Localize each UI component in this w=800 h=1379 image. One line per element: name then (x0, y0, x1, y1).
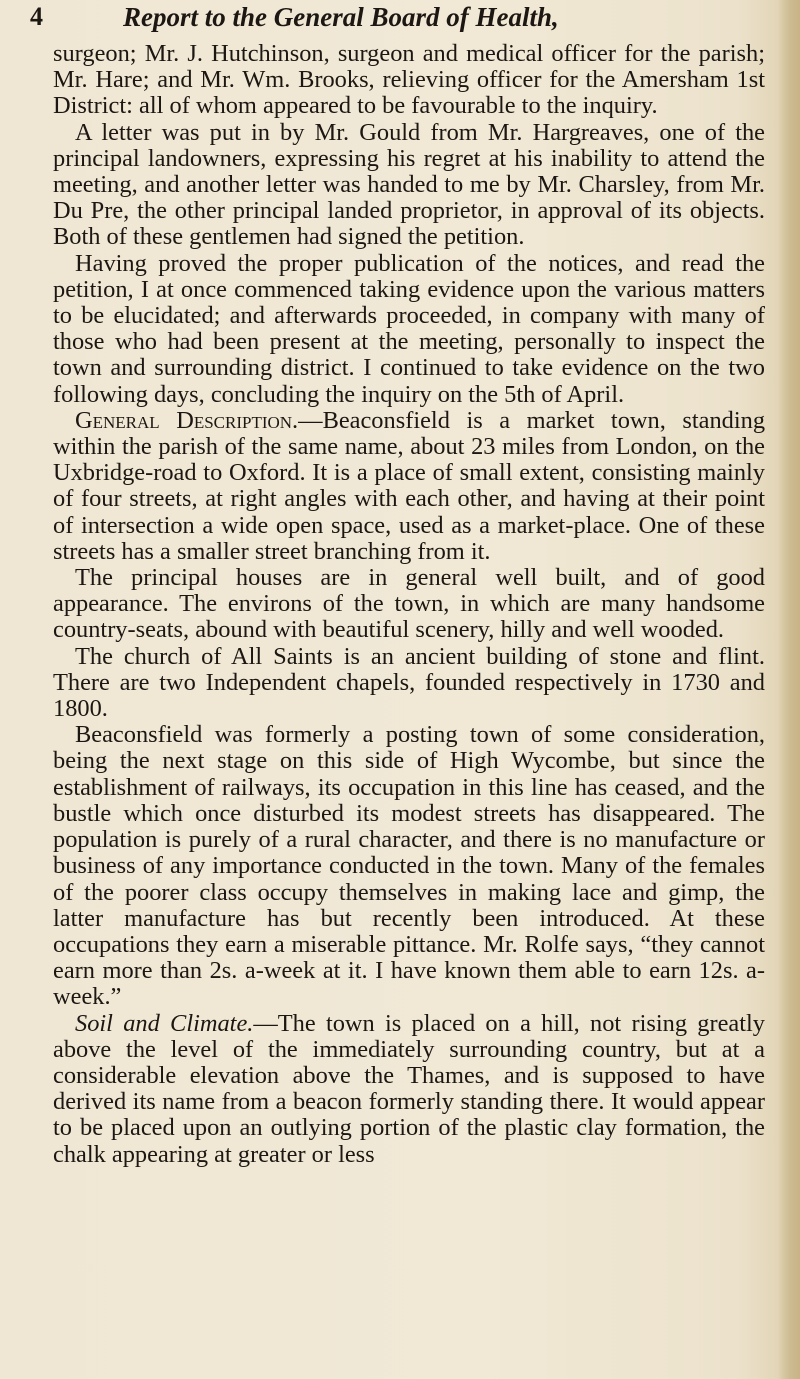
page-header (30, 2, 750, 42)
section-heading: General Description. (75, 406, 299, 434)
paragraph-text: —The town is placed on a hill, not rising greatly above the level of the immediately surrounding country, but at a considerable elevation above the Thames, and is supposed to have derived its name from a beacon formerly standing there. It would appear to be placed upon an outlying portion of the plastic clay formation, the chalk appearing at greater or less (53, 1009, 765, 1168)
page-edge-shadow (778, 0, 800, 1379)
paragraph-houses (53, 565, 765, 644)
section-heading: Soil and Climate. (75, 1009, 254, 1037)
paragraph-text: Beaconsfield was formerly a posting town of some consideration, being the next stage on this side of High Wycombe, but since the establishment of railways, its occupation in this line has ceased, and the bustle which once disturbed its modest streets has disappeared. The population is purely of a rural character, and there is no manufacture or business of any importance conducted in the town. Many of the females of the poorer class occupy themselves in making lace and gimp, the latter manufacture has but recently been introduced. At these occupations they earn a miserable pittance. Mr. Rolfe says, “they cannot earn more than 2s. a-week at it. I have known them able to earn 12s. a-week.” (53, 721, 765, 1011)
paragraph-text: surgeon; Mr. J. Hutchinson, surgeon and medical officer for the parish; Mr. Hare; and Mr. Wm. Brooks, relieving officer for the Amersham 1st District: all of whom appeared to be favourable to the inquiry. (53, 40, 765, 120)
paragraph-text: The principal houses are in general well built, and of good appearance. The environs of the town, in which are many handsome country-seats, abound with beautiful scenery, hilly and well wooded. (53, 564, 765, 644)
paragraph-text: A letter was put in by Mr. Gould from Mr. Hargreaves, one of the principal landowners, expressing his regret at his inability to attend the meeting, and another letter was handed to me by Mr. Charsley, from Mr. Du Pre, the other principal landed proprietor, in approval of its objects. Both of these gentlemen had signed the petition. (53, 118, 765, 251)
paragraph-posting-town (53, 722, 765, 1010)
paragraph-letters (53, 120, 765, 251)
paragraph-general-description (53, 408, 765, 565)
running-head: Report to the General Board of Health, (123, 2, 559, 32)
paragraph-text: —Beaconsfield is a market town, standing within the parish of the same name, about 23 miles from London, on the Uxbridge-road to Oxford. It is a place of small extent, consisting mainly of four streets, at right angles with each other, and having at their point of intersection a wide open space, used as a market-place. One of these streets has a smaller street branching from it. (53, 406, 766, 565)
paragraph-soil-climate (53, 1011, 765, 1168)
paragraph-text: The church of All Saints is an ancient building of stone and flint. There are two Independent chapels, founded respectively in 1730 and 1800. (53, 642, 765, 723)
paragraph-continuation (53, 41, 765, 120)
paragraph-evidence (53, 251, 765, 408)
paragraph-text: Having proved the proper publication of the notices, and read the petition, I at once commenced taking evidence upon the various matters to be elucidated; and afterwards proceeded, in company with many of those who had been present at the meeting, personally to inspect the town and surrounding district. I continued to take evidence on the two following days, concluding the inquiry on the 5th of April. (53, 249, 765, 408)
page-number: 4 (30, 2, 43, 31)
body-text (53, 41, 765, 1168)
paragraph-church (53, 644, 765, 723)
